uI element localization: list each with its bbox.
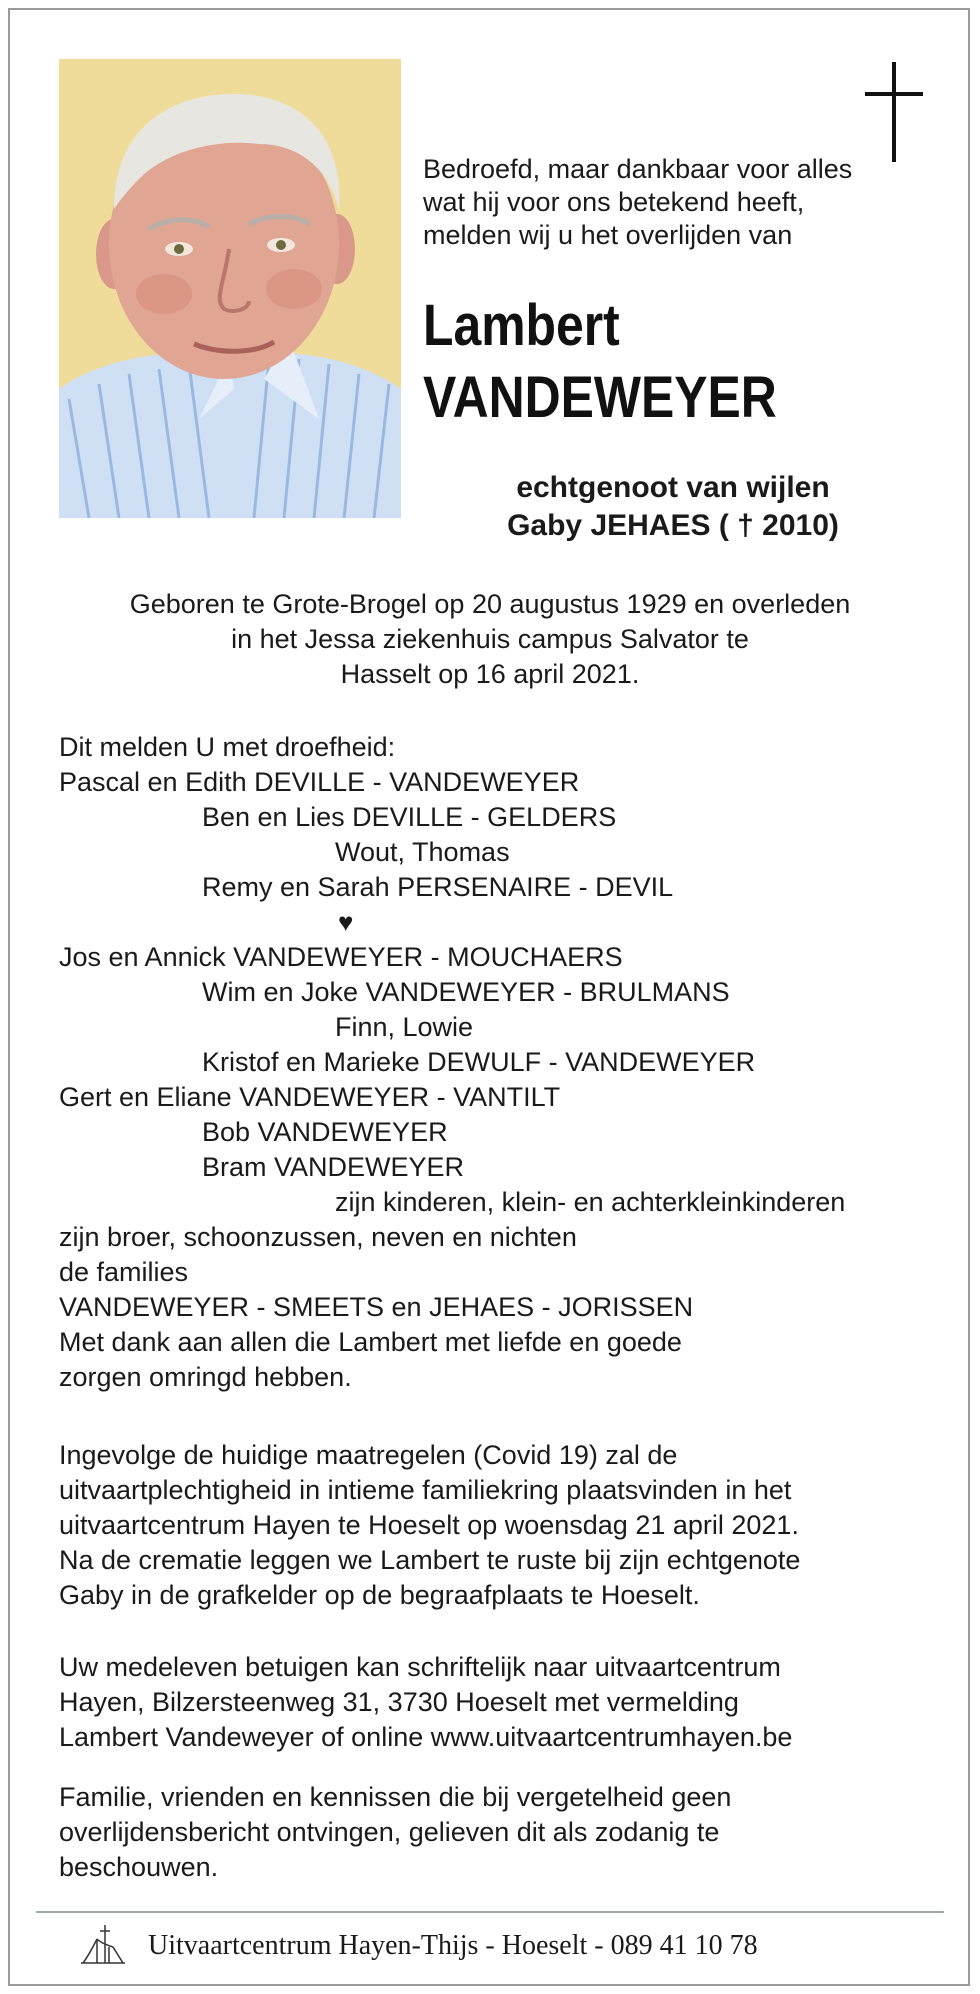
family-line: zijn kinderen, klein- en achterkleinkinderen [335, 1187, 846, 1217]
ceremony-line: Gaby in de grafkelder op de begraafplaats te Hoeselt. [59, 1580, 700, 1610]
birth-line: Geboren te Grote-Brogel op 20 augustus 1929 en overleden [129, 589, 851, 619]
notice-line: Familie, vrienden en kennissen die bij vergetelheid geen [59, 1782, 732, 1812]
family-line: zorgen omringd hebben. [59, 1362, 352, 1392]
family-line: Bram VANDEWEYER [202, 1152, 465, 1182]
family-line: de families [59, 1257, 189, 1287]
condolences-line: Lambert Vandeweyer of online www.uitvaartcentrumhayen.be [59, 1722, 793, 1752]
portrait-illustration [59, 59, 401, 518]
family-line: Jos en Annick VANDEWEYER - MOUCHAERS [59, 942, 623, 972]
notice-line: overlijdensbericht ontvingen, gelieven dit als zodanig te [59, 1817, 720, 1847]
condolences-paragraph [59, 1650, 949, 1755]
spouse-line: echtgenoot van wijlen [516, 471, 830, 504]
condolences-line: Hayen, Bilzersteenweg 31, 3730 Hoeselt met vermelding [59, 1687, 739, 1717]
intro-line: melden wij u het overlijden van [423, 220, 793, 250]
footer-contact: Uitvaartcentrum Hayen-Thijs - Hoeselt - 089 41 10 78 [148, 1930, 758, 1961]
condolences-line: Uw medeleven betuigen kan schriftelijk naar uitvaartcentrum [59, 1652, 781, 1682]
intro-line: wat hij voor ons betekend heeft, [423, 187, 805, 217]
family-line: Ben en Lies DEVILLE - GELDERS [202, 802, 617, 832]
deceased-last-name: VANDEWEYER [423, 365, 777, 430]
family-line: zijn broer, schoonzussen, neven en nichten [59, 1222, 577, 1252]
portrait-photo [59, 59, 401, 518]
family-line: Bob VANDEWEYER [202, 1117, 448, 1147]
family-list [59, 730, 959, 1395]
footer-divider [36, 1911, 944, 1913]
intro-text [423, 153, 943, 252]
family-line: Dit melden U met droefheid: [59, 732, 396, 762]
family-line: Finn, Lowie [335, 1012, 474, 1042]
spouse-line: Gaby JEHAES ( † 2010) [507, 509, 839, 542]
family-line: Kristof en Marieke DEWULF - VANDEWEYER [202, 1047, 756, 1077]
ceremony-paragraph [59, 1438, 949, 1613]
cross-icon [865, 62, 923, 162]
ceremony-line: Na de crematie leggen we Lambert te ruste bij zijn echtgenote [59, 1545, 801, 1575]
spouse-info [423, 469, 923, 545]
intro-line: Bedroefd, maar dankbaar voor alles [423, 154, 853, 184]
birth-death-info [40, 587, 940, 692]
ceremony-line: uitvaartcentrum Hayen te Hoeselt op woensdag 21 april 2021. [59, 1510, 799, 1540]
funeral-home-logo [79, 1917, 129, 1969]
deceased-name [423, 290, 777, 434]
ceremony-line: uitvaartplechtigheid in intieme familiekring plaatsvinden in het [59, 1475, 792, 1505]
family-line: Wim en Joke VANDEWEYER - BRULMANS [202, 977, 730, 1007]
birth-line: Hasselt op 16 april 2021. [340, 659, 640, 689]
ceremony-line: Ingevolge de huidige maatregelen (Covid 19) zal de [59, 1440, 678, 1470]
family-line: Met dank aan allen die Lambert met liefde en goede [59, 1327, 682, 1357]
heart-icon: ♥ [338, 907, 354, 937]
family-line: Pascal en Edith DEVILLE - VANDEWEYER [59, 767, 580, 797]
birth-line: in het Jessa ziekenhuis campus Salvator te [231, 624, 749, 654]
notice-line: beschouwen. [59, 1852, 219, 1882]
family-line: Remy en Sarah PERSENAIRE - DEVIL [202, 872, 674, 902]
family-line: Gert en Eliane VANDEWEYER - VANTILT [59, 1082, 561, 1112]
family-line: VANDEWEYER - SMEETS en JEHAES - JORISSEN [59, 1292, 694, 1322]
family-line: Wout, Thomas [335, 837, 510, 867]
notice-paragraph [59, 1780, 949, 1885]
deceased-first-name: Lambert [423, 293, 620, 358]
